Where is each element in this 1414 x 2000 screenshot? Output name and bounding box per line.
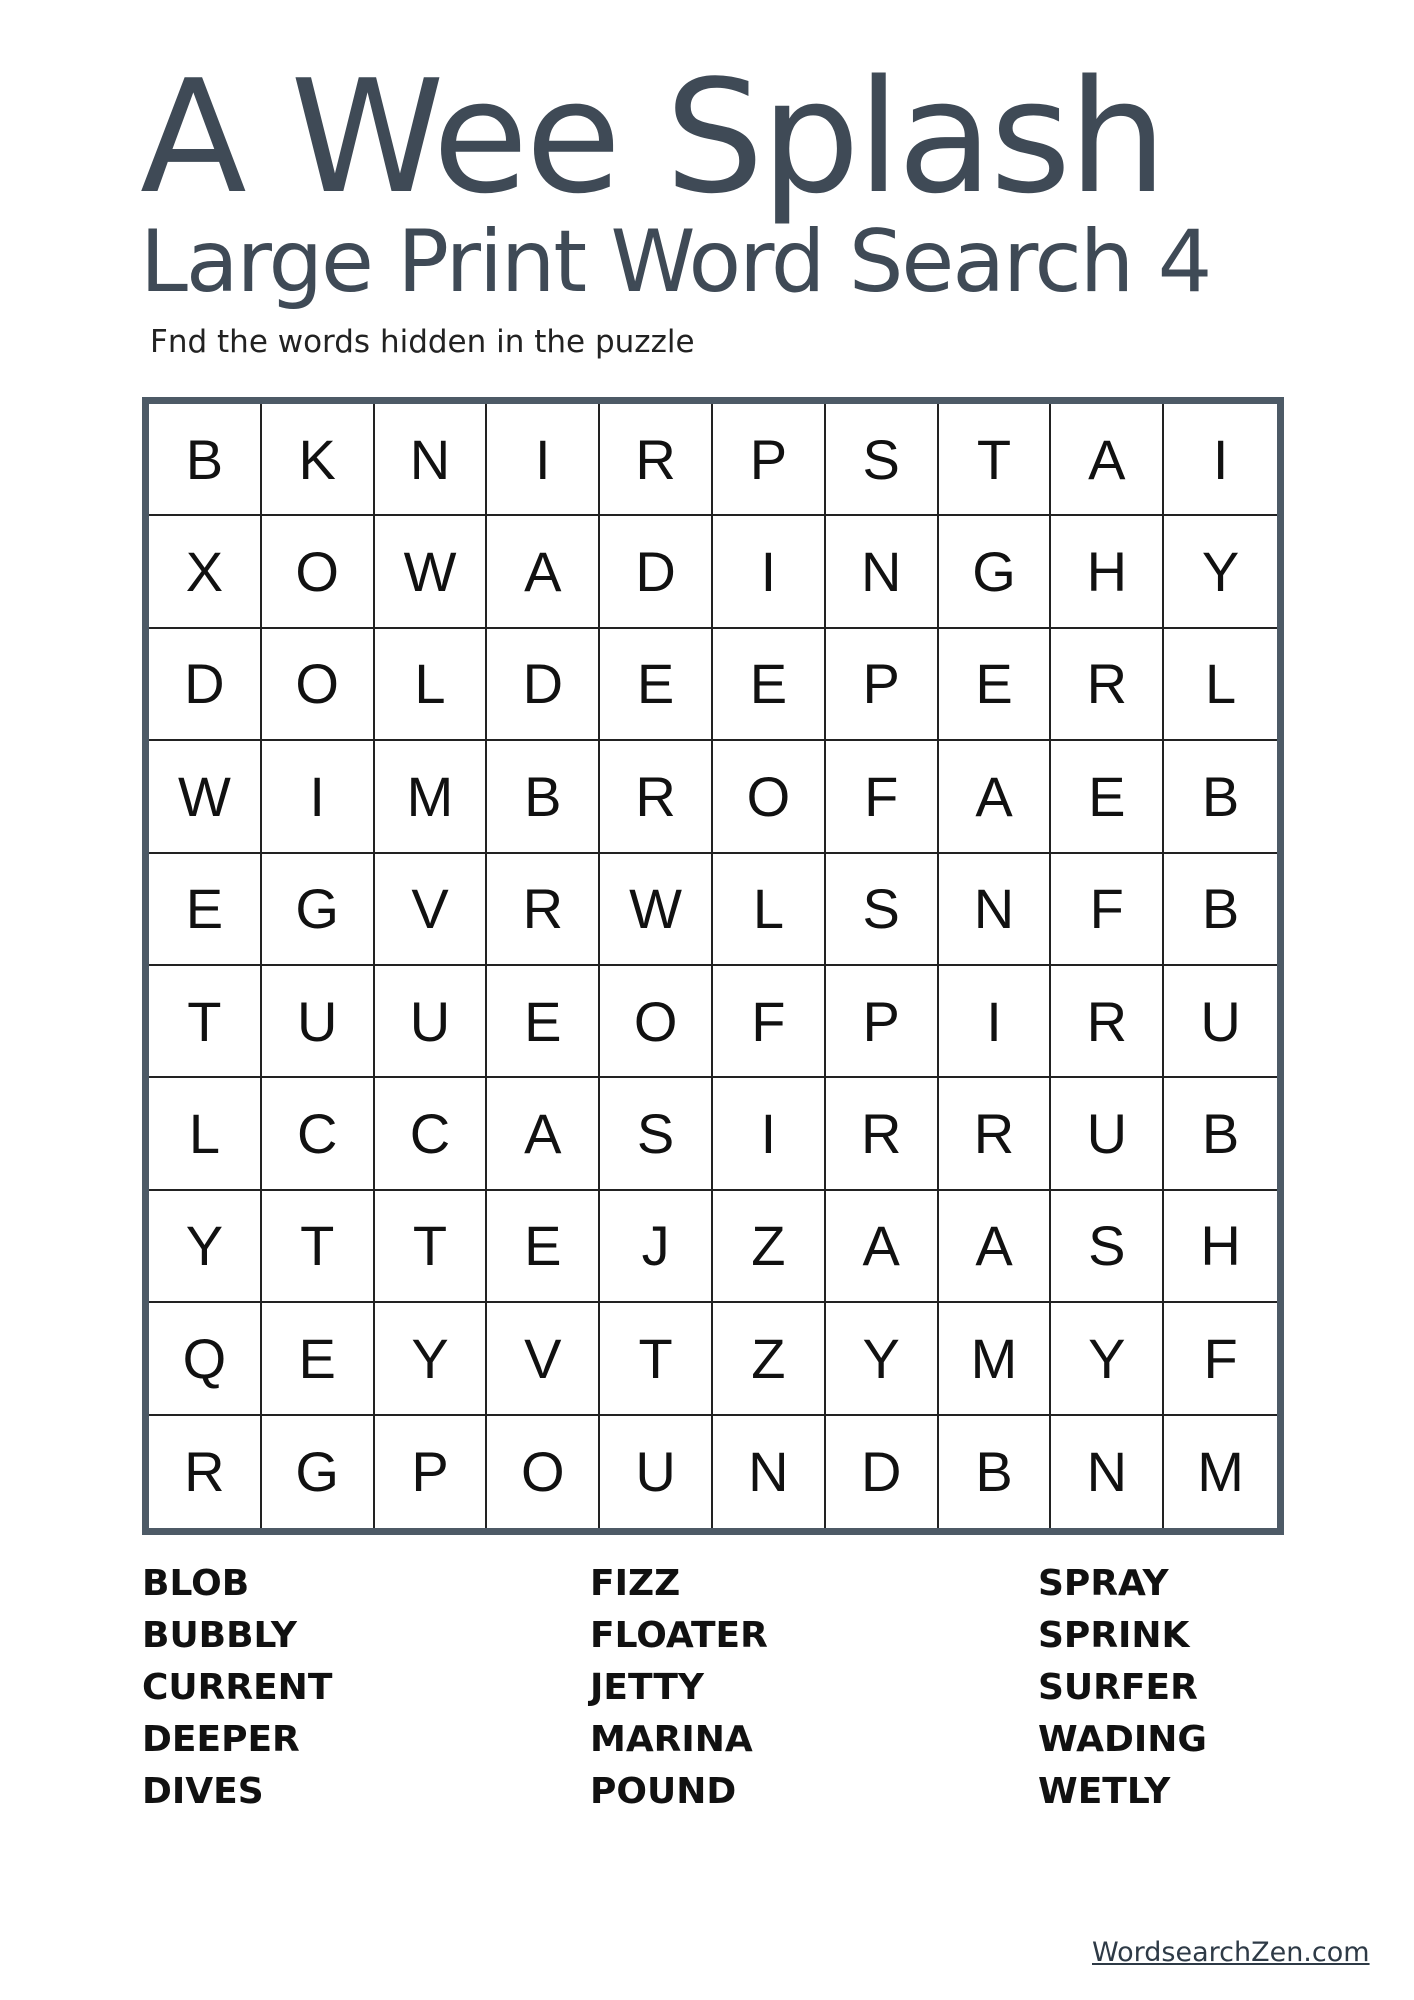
- grid-cell: O: [713, 741, 826, 853]
- grid-cell: R: [1051, 966, 1164, 1078]
- grid-cell: Z: [713, 1191, 826, 1303]
- grid-cell: C: [262, 1078, 375, 1190]
- grid-cell: W: [375, 516, 488, 628]
- grid-cell: R: [600, 404, 713, 516]
- grid-cell: L: [1164, 629, 1277, 741]
- grid-cell: V: [375, 854, 488, 966]
- word-list-item: WADING: [1038, 1719, 1207, 1760]
- grid-cell: B: [149, 404, 262, 516]
- grid-cell: E: [487, 1191, 600, 1303]
- grid-cell: M: [375, 741, 488, 853]
- word-list-column-3: [1038, 1558, 1207, 1818]
- grid-cell: O: [487, 1416, 600, 1528]
- grid-cell: G: [262, 1416, 375, 1528]
- grid-cell: E: [1051, 741, 1164, 853]
- grid-cell: F: [826, 741, 939, 853]
- word-list-column-1: [142, 1558, 332, 1818]
- word-list-item: MARINA: [590, 1719, 753, 1760]
- grid-cell: N: [375, 404, 488, 516]
- grid-cell: Y: [1051, 1303, 1164, 1415]
- grid-cell: W: [600, 854, 713, 966]
- grid-cell: A: [1051, 404, 1164, 516]
- word-list-column-2: [590, 1558, 768, 1818]
- grid-cell: V: [487, 1303, 600, 1415]
- grid-cell: A: [487, 1078, 600, 1190]
- grid-cell: R: [1051, 629, 1164, 741]
- grid-cell: F: [1164, 1303, 1277, 1415]
- grid-cell: S: [826, 404, 939, 516]
- word-list-item: POUND: [590, 1771, 737, 1812]
- grid-cell: R: [600, 741, 713, 853]
- grid-cell: E: [262, 1303, 375, 1415]
- grid-cell: I: [262, 741, 375, 853]
- page-title: A Wee Splash: [140, 46, 1165, 228]
- grid-cell: I: [487, 404, 600, 516]
- grid-cell: P: [826, 966, 939, 1078]
- grid-cell: F: [1051, 854, 1164, 966]
- grid-cell: E: [487, 966, 600, 1078]
- grid-cell: L: [149, 1078, 262, 1190]
- grid-cell: D: [826, 1416, 939, 1528]
- grid-cell: Y: [826, 1303, 939, 1415]
- grid-cell: E: [939, 629, 1052, 741]
- word-list-item: SURFER: [1038, 1667, 1198, 1708]
- grid-cell: D: [149, 629, 262, 741]
- grid-cell: T: [262, 1191, 375, 1303]
- grid-cell: P: [713, 404, 826, 516]
- grid-cell: C: [375, 1078, 488, 1190]
- word-list-item: WETLY: [1038, 1771, 1171, 1812]
- page-subtitle: Large Print Word Search 4: [140, 212, 1211, 312]
- grid-cell: D: [487, 629, 600, 741]
- grid-cell: E: [149, 854, 262, 966]
- word-list-item: BUBBLY: [142, 1615, 297, 1656]
- grid-cell: N: [1051, 1416, 1164, 1528]
- word-list-item: CURRENT: [142, 1667, 333, 1708]
- grid-cell: Y: [375, 1303, 488, 1415]
- grid-cell: K: [262, 404, 375, 516]
- word-list-item: BLOB: [142, 1563, 250, 1604]
- grid-cell: B: [1164, 1078, 1277, 1190]
- grid-cell: S: [1051, 1191, 1164, 1303]
- grid-cell: N: [713, 1416, 826, 1528]
- grid-cell: A: [939, 741, 1052, 853]
- grid-cell: Y: [149, 1191, 262, 1303]
- grid-cell: O: [600, 966, 713, 1078]
- grid-cell: T: [600, 1303, 713, 1415]
- grid-cell: B: [487, 741, 600, 853]
- grid-cell: J: [600, 1191, 713, 1303]
- grid-cell: I: [1164, 404, 1277, 516]
- grid-cell: I: [939, 966, 1052, 1078]
- grid-cell: P: [375, 1416, 488, 1528]
- grid-cell: X: [149, 516, 262, 628]
- grid-cell: R: [939, 1078, 1052, 1190]
- word-list-item: JETTY: [590, 1667, 704, 1708]
- grid-cell: I: [713, 1078, 826, 1190]
- grid-cell: Q: [149, 1303, 262, 1415]
- grid-cell: B: [1164, 854, 1277, 966]
- grid-cell: I: [713, 516, 826, 628]
- grid-cell: H: [1051, 516, 1164, 628]
- grid-cell: N: [826, 516, 939, 628]
- grid-cell: P: [826, 629, 939, 741]
- grid-cell: R: [826, 1078, 939, 1190]
- grid-cell: T: [375, 1191, 488, 1303]
- puzzle-grid-frame: [142, 397, 1284, 1535]
- grid-cell: B: [1164, 741, 1277, 853]
- grid-cell: O: [262, 629, 375, 741]
- grid-cell: N: [939, 854, 1052, 966]
- grid-cell: W: [149, 741, 262, 853]
- grid-cell: A: [487, 516, 600, 628]
- grid-cell: T: [149, 966, 262, 1078]
- word-list-item: FIZZ: [590, 1563, 681, 1604]
- grid-cell: G: [939, 516, 1052, 628]
- grid-cell: H: [1164, 1191, 1277, 1303]
- grid-cell: A: [939, 1191, 1052, 1303]
- grid-cell: A: [826, 1191, 939, 1303]
- letter-grid: [149, 404, 1277, 1528]
- word-list-item: SPRINK: [1038, 1615, 1190, 1656]
- grid-cell: R: [149, 1416, 262, 1528]
- instructions-text: Fnd the words hidden in the puzzle: [150, 324, 695, 360]
- grid-cell: B: [939, 1416, 1052, 1528]
- grid-cell: S: [600, 1078, 713, 1190]
- grid-cell: T: [939, 404, 1052, 516]
- grid-cell: U: [375, 966, 488, 1078]
- grid-cell: O: [262, 516, 375, 628]
- word-list-item: SPRAY: [1038, 1563, 1169, 1604]
- grid-cell: L: [375, 629, 488, 741]
- grid-cell: D: [600, 516, 713, 628]
- grid-cell: E: [713, 629, 826, 741]
- grid-cell: E: [600, 629, 713, 741]
- site-link[interactable]: WordsearchZen.com: [1092, 1937, 1370, 1968]
- word-list-item: DEEPER: [142, 1719, 300, 1760]
- grid-cell: G: [262, 854, 375, 966]
- grid-cell: Y: [1164, 516, 1277, 628]
- word-list-item: FLOATER: [590, 1615, 768, 1656]
- grid-cell: M: [1197, 1440, 1244, 1504]
- grid-cell: R: [487, 854, 600, 966]
- grid-cell: F: [713, 966, 826, 1078]
- grid-cell: U: [1051, 1078, 1164, 1190]
- grid-cell: S: [826, 854, 939, 966]
- grid-cell: U: [262, 966, 375, 1078]
- grid-cell: U: [600, 1416, 713, 1528]
- grid-cell: Z: [713, 1303, 826, 1415]
- grid-cell: U: [1164, 966, 1277, 1078]
- grid-cell: M: [939, 1303, 1052, 1415]
- grid-cell: L: [713, 854, 826, 966]
- word-list-item: DIVES: [142, 1771, 264, 1812]
